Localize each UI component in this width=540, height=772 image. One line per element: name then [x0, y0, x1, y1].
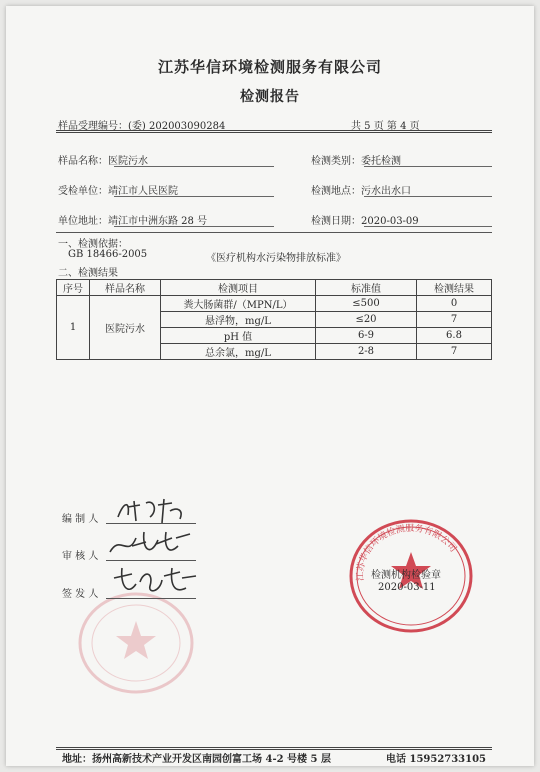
- address-label: 单位地址：: [58, 216, 108, 227]
- field-underline: [114, 226, 274, 227]
- test-type-label: 检测类别：: [311, 156, 361, 167]
- client-label: 受检单位：: [58, 186, 108, 197]
- report-page: [6, 6, 534, 766]
- field-underline: [364, 166, 492, 167]
- address-field: [58, 212, 207, 227]
- date-field: [311, 212, 419, 227]
- basis-code: GB 18466-2005: [68, 249, 148, 260]
- results-table: [56, 279, 492, 360]
- sample-name-value: 医院污水: [108, 156, 148, 167]
- sample-name-label: 样品名称：: [58, 156, 108, 167]
- test-type-value: 委托检测: [361, 156, 401, 167]
- result-cell: 6.8: [417, 328, 492, 344]
- location-field: [311, 182, 411, 197]
- field-underline: [114, 166, 274, 167]
- sample-number-value: (委) 202003090284: [128, 121, 226, 132]
- company-name: 江苏华信环境检测服务有限公司: [157, 58, 382, 76]
- faded-stamp-image: [76, 591, 196, 696]
- footer-address: 地址：扬州高新技术产业开发区南园创富工场 4-2 号楼 5 层: [62, 754, 331, 765]
- basis-heading: 一、检测依据：: [58, 239, 128, 250]
- seal-ring-text: 江苏华信环境检测服务有限公司: [355, 523, 458, 582]
- client-field: [58, 182, 178, 197]
- table-header-row: [57, 280, 492, 296]
- date-value: 2020-03-09: [361, 216, 419, 227]
- field-underline: [364, 196, 492, 197]
- standard-cell: 6-9: [316, 328, 417, 344]
- report-title: 检测报告: [240, 89, 300, 105]
- serial-cell: 1: [57, 296, 90, 360]
- column-header: 检测结果: [417, 280, 492, 296]
- column-header: 序号: [57, 280, 90, 296]
- field-underline: [114, 196, 274, 197]
- location-label: 检测地点：: [311, 186, 361, 197]
- approver-label: 签 发 人: [62, 589, 99, 600]
- column-header: 标准值: [316, 280, 417, 296]
- standard-cell: ≤20: [316, 312, 417, 328]
- reviewer-label: 审 核 人: [62, 551, 99, 562]
- address-value: 靖江市中洲东路 28 号: [108, 216, 208, 227]
- location-value: 污水出水口: [361, 186, 411, 197]
- item-cell: 总余氯，mg/L: [161, 344, 316, 360]
- results-heading: 二、检测结果: [58, 268, 118, 279]
- column-header: 检测项目: [161, 280, 316, 296]
- reviewer-signature-image: [106, 528, 196, 562]
- sample-cell: 医院污水: [90, 296, 161, 360]
- page-info: 共 5 页 第 4 页: [351, 121, 420, 132]
- client-value: 靖江市人民医院: [108, 186, 178, 197]
- standard-cell: 2-8: [316, 344, 417, 360]
- section-divider: [56, 232, 492, 233]
- compiler-label: 编 制 人: [62, 514, 99, 525]
- table-row: [57, 296, 492, 312]
- basis-name: 《医疗机构水污染物排放标准》: [206, 253, 346, 264]
- field-underline: [364, 226, 492, 227]
- item-cell: 悬浮物，mg/L: [161, 312, 316, 328]
- seal-caption: 检测机构检验章: [371, 570, 441, 581]
- result-cell: 0: [417, 296, 492, 312]
- sample-number-label: 样品受理编号：: [58, 121, 128, 132]
- approver-signature-image: [110, 564, 200, 600]
- test-type-field: [311, 152, 401, 167]
- standard-cell: ≤500: [316, 296, 417, 312]
- result-cell: 7: [417, 312, 492, 328]
- seal-date: 2020-03-11: [378, 582, 436, 593]
- footer-phone: 电话 15952733105: [386, 754, 487, 765]
- column-header: 样品名称: [90, 280, 161, 296]
- result-cell: 7: [417, 344, 492, 360]
- compiler-signature-image: [114, 497, 194, 525]
- date-label: 检测日期：: [311, 216, 361, 227]
- sample-name-field: [58, 152, 148, 167]
- item-cell: pH 值: [161, 328, 316, 344]
- header-divider: [56, 130, 492, 133]
- item-cell: 粪大肠菌群/（MPN/L）: [161, 296, 316, 312]
